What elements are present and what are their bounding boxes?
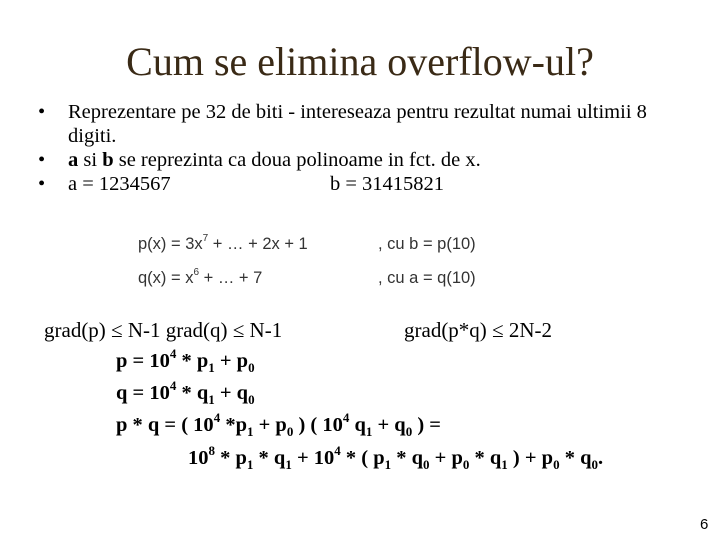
formula-q bbox=[138, 267, 476, 303]
eq-text: p = 10 bbox=[116, 350, 170, 372]
formula-rhs: + … + 2x + 1 bbox=[208, 235, 308, 253]
page-number: 6 bbox=[700, 516, 709, 533]
equation-p bbox=[116, 346, 255, 376]
eq-text: + 10 bbox=[291, 447, 335, 469]
eq-exponent: 4 bbox=[169, 346, 177, 362]
bullet-list bbox=[38, 100, 698, 196]
bullet-text: si bbox=[78, 149, 103, 171]
bullet-text: se reprezinta ca doua polinoame in fct. de x. bbox=[113, 149, 481, 171]
eq-subscript: 1 bbox=[285, 457, 292, 473]
eq-text: q bbox=[349, 414, 366, 436]
eq-subscript: 1 bbox=[208, 360, 215, 376]
eq-subscript: 0 bbox=[248, 360, 255, 376]
equation-result bbox=[188, 443, 604, 473]
eq-text: . bbox=[597, 447, 604, 469]
eq-text: + p bbox=[253, 414, 287, 436]
degree-p-q: grad(p) ≤ N-1 grad(q) ≤ N-1 bbox=[44, 318, 283, 342]
formula-exponent: 6 bbox=[193, 267, 200, 278]
eq-text: * p bbox=[215, 447, 247, 469]
eq-text: * p bbox=[176, 350, 209, 372]
eq-subscript: 0 bbox=[462, 457, 470, 473]
eq-text: ) + p bbox=[507, 447, 554, 469]
eq-text: * q bbox=[253, 447, 286, 469]
eq-text: + p bbox=[214, 350, 249, 372]
eq-text: ) = bbox=[412, 414, 441, 436]
formula-note: , cu a = q(10) bbox=[378, 269, 476, 287]
eq-text: *p bbox=[220, 414, 247, 436]
eq-exponent: 4 bbox=[169, 378, 177, 394]
degree-line bbox=[44, 318, 552, 343]
eq-text: 10 bbox=[188, 447, 209, 469]
bullet-text: Reprezentare pe 32 de biti - intereseaza pentru rezultat numai ultimii 8 digiti. bbox=[68, 101, 647, 147]
bullet-dot: • bbox=[38, 101, 46, 123]
var-a: a bbox=[68, 149, 79, 171]
bullet-dot: • bbox=[38, 173, 46, 195]
var-b: b bbox=[102, 149, 114, 171]
degree-product: grad(p*q) ≤ 2N-2 bbox=[404, 318, 552, 342]
eq-text: * q bbox=[559, 447, 592, 469]
equation-q bbox=[116, 378, 255, 408]
eq-text: q = 10 bbox=[116, 382, 170, 404]
eq-text: * q bbox=[176, 382, 209, 404]
eq-subscript: 1 bbox=[208, 392, 215, 408]
eq-subscript: 0 bbox=[591, 457, 598, 473]
eq-text: + p bbox=[429, 447, 463, 469]
eq-text: * ( p bbox=[340, 447, 385, 469]
eq-subscript: 0 bbox=[286, 424, 294, 440]
formula-note: , cu b = p(10) bbox=[378, 235, 476, 253]
eq-exponent: 4 bbox=[334, 443, 341, 459]
eq-exponent: 4 bbox=[342, 410, 350, 426]
eq-subscript: 1 bbox=[365, 424, 373, 440]
bullet-polynomials bbox=[38, 148, 698, 172]
eq-subscript: 0 bbox=[405, 424, 413, 440]
eq-subscript: 0 bbox=[248, 392, 255, 408]
eq-text: * q bbox=[391, 447, 424, 469]
formula-rhs: + … + 7 bbox=[199, 269, 263, 287]
equation-product bbox=[116, 410, 441, 440]
eq-exponent: 8 bbox=[208, 443, 215, 459]
eq-text: + q bbox=[372, 414, 406, 436]
eq-subscript: 0 bbox=[423, 457, 430, 473]
eq-subscript: 1 bbox=[246, 424, 254, 440]
eq-text: p * q = ( 10 bbox=[116, 414, 214, 436]
formula-lhs: q(x) = x bbox=[138, 269, 194, 287]
eq-subscript: 0 bbox=[553, 457, 560, 473]
formula-p bbox=[138, 233, 476, 269]
eq-subscript: 1 bbox=[384, 457, 392, 473]
eq-subscript: 1 bbox=[501, 457, 508, 473]
slide-title: Cum se elimina overflow-ul? bbox=[126, 39, 594, 84]
bullet-dot: • bbox=[38, 149, 46, 171]
eq-exponent: 4 bbox=[213, 410, 221, 426]
value-a: a = 1234567 bbox=[68, 173, 171, 195]
polynomial-formulas bbox=[138, 233, 476, 303]
bullet-values bbox=[38, 172, 698, 196]
formula-lhs: p(x) = 3x bbox=[138, 235, 203, 253]
bullet-representation bbox=[38, 100, 698, 148]
eq-text: * q bbox=[469, 447, 502, 469]
value-b: b = 31415821 bbox=[330, 173, 445, 195]
eq-subscript: 1 bbox=[246, 457, 254, 473]
eq-text: ) ( 10 bbox=[293, 414, 343, 436]
formula-exponent: 7 bbox=[202, 233, 209, 244]
eq-text: + q bbox=[214, 382, 249, 404]
